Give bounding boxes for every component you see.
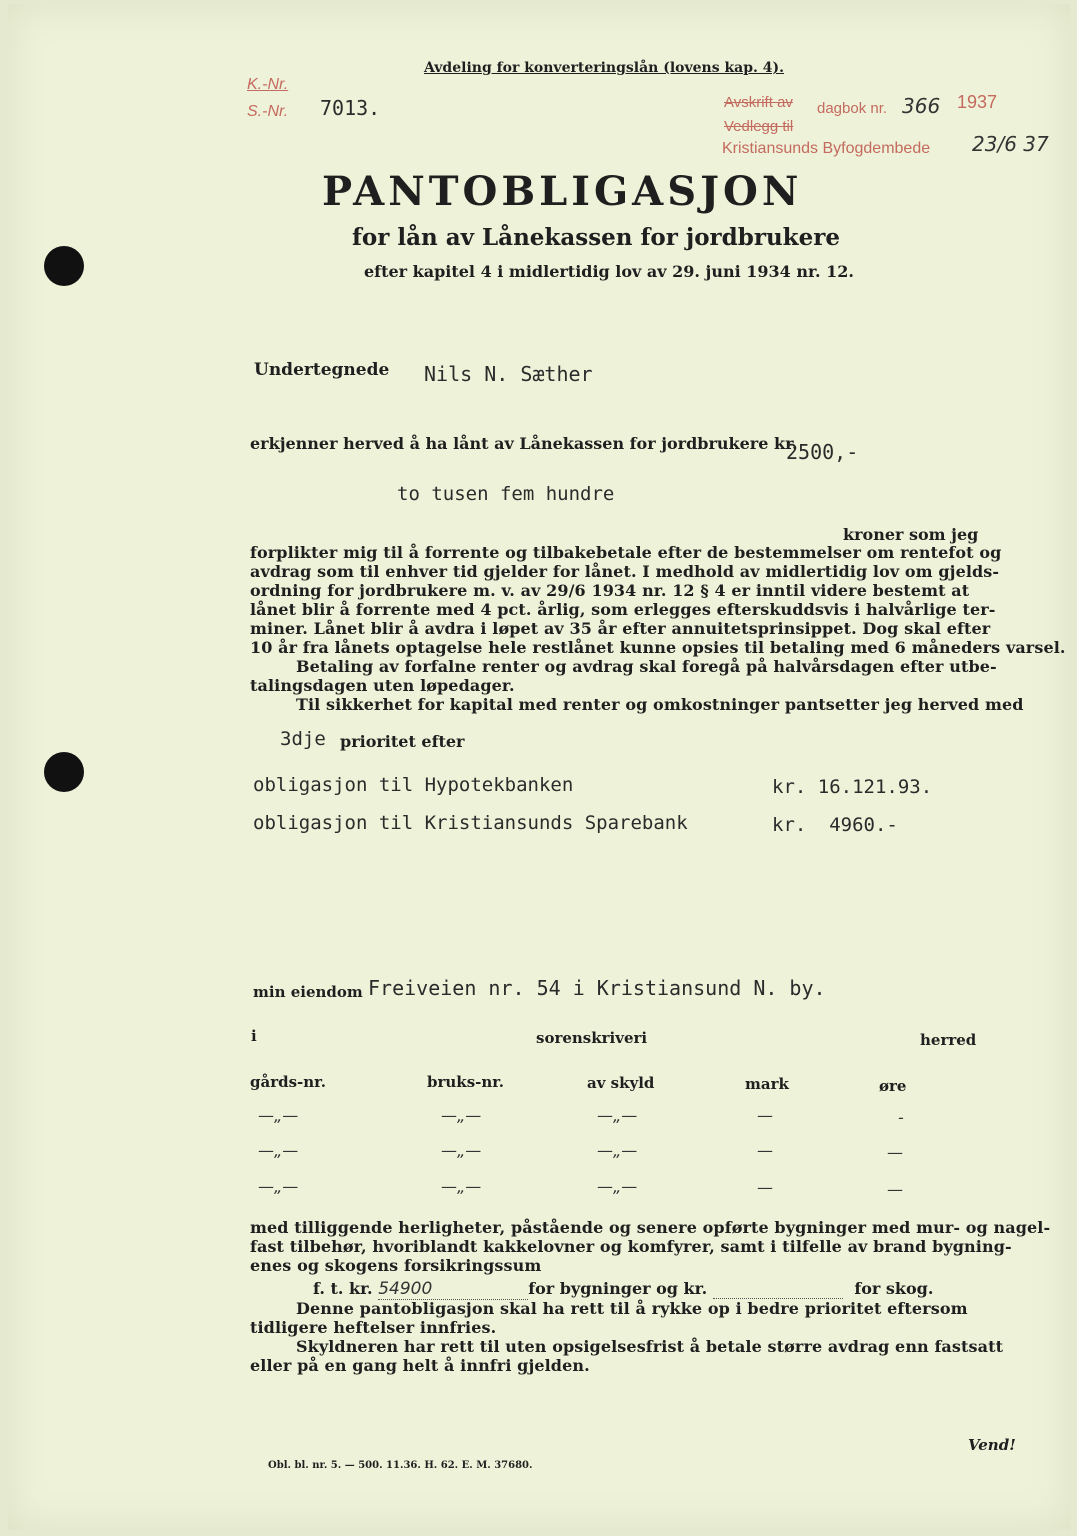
punch-hole-top [44,246,84,286]
terms-line: ordning for jordbrukere m. v. av 29/6 1934 nr. 12 § 4 er inntil videre bestemt at [250,581,970,600]
terms-line: miner. Lånet blir å avdra i løpet av 35 år efter annuitetsprinsippet. Dog skal efter [250,619,991,638]
appurtenances-line: fast tilbehør, hvoriblandt kakkelovner og komfyrer, samt i tilfelle av brand bygning- [250,1237,1012,1256]
sorenskriveri-label: sorenskriveri [536,1029,648,1047]
prior-obligation-1: obligasjon til Hypotekbanken [253,774,574,796]
insurance-for-forest: for skog. [854,1279,934,1298]
stamp-date: 23/6 37 [972,132,1049,156]
stamp-dagbok-number: 366 [902,94,941,118]
insurance-building-amount: 54900 [378,1279,528,1300]
table-cell: — [757,1106,773,1125]
loan-amount-words: to tusen fem hundre [397,483,615,505]
k-nr-label: K.-Nr. [247,76,289,93]
signatory-name: Nils N. Sæther [424,362,593,386]
appurtenances-paragraph [250,1218,1051,1275]
s-nr-label: S.-Nr. [247,103,289,120]
herred-label: herred [920,1031,977,1049]
table-cell: —„— [441,1177,482,1196]
signatory-label-text: Undertegnede [254,360,390,380]
insurance-for-buildings: for bygninger og kr. [528,1279,708,1298]
prior-obligation-2: obligasjon til Kristiansunds Sparebank [253,812,688,834]
security-line: Til sikkerhet for kapital med renter og omkostninger pantsetter jeg herved med [296,695,1024,714]
kroner-label: kroner som jeg [843,525,979,544]
turn-page-note: Vend! [968,1436,1016,1454]
insurance-ft-label: f. t. kr. [313,1279,373,1298]
repayment-clause-line: Skyldneren har rett til uten opsigelsesfrist å betale større avdrag enn fastsatt [296,1337,1004,1356]
loan-terms [250,543,1066,714]
stamp-vedlegg: Vedlegg til [724,118,794,135]
payment-line: talingsdagen uten løpedager. [250,676,515,695]
col-header-ore: øre [879,1077,907,1095]
signatory-label [254,360,389,380]
property-value: Freiveien nr. 54 i Kristiansund N. by. [368,976,826,1000]
stamp-year: 1937 [957,92,998,112]
terms-line: avdrag som til enhver tid gjelder for lånet. I medhold av midlertidig lov om gjelds- [250,562,1000,581]
document-legal-basis: efter kapitel 4 i midlertidig lov av 29. juni 1934 nr. 12. [364,262,854,281]
punch-hole-bottom [44,752,84,792]
table-cell: —„— [597,1106,638,1125]
table-cell: — [757,1178,773,1197]
loan-statement: erkjenner herved å ha lånt av Lånekassen for jordbrukere kr. [250,434,798,453]
property-i-label: i [251,1027,257,1045]
insurance-forest-amount [713,1279,843,1299]
property-label: min eiendom [253,983,363,1001]
terms-line: forplikter mig til å forrente og tilbakebetale efter de bestemmelser om rentefot og [250,543,1002,562]
table-cell: —„— [597,1177,638,1196]
priority-clause-line: Denne pantobligasjon skal ha rett til å rykke op i bedre prioritet eftersom [296,1299,968,1318]
table-cell: —„— [441,1141,482,1160]
table-cell: - [898,1108,904,1127]
table-cell: — [887,1143,903,1162]
appurtenances-line: enes og skogens forsikringssum [250,1256,542,1275]
appurtenances-line: med tilliggende herligheter, påstående og senere opførte bygninger med mur- og nagel- [250,1218,1051,1237]
table-cell: —„— [597,1141,638,1160]
document-subtitle: for lån av Lånekassen for jordbrukere [352,224,840,251]
document-title: PANTOBLIGASJON [322,168,803,215]
stamp-dagbok: dagbok nr. [817,100,888,117]
col-header-gards-nr: gårds-nr. [250,1073,326,1091]
insurance-line [313,1279,933,1300]
priority-label: prioritet efter [340,732,465,751]
table-cell: — [757,1141,773,1160]
table-cell: —„— [258,1177,299,1196]
form-reference: Obl. bl. nr. 5. — 500. 11.36. H. 62. E. M. 37680. [268,1460,533,1471]
s-nr-value: 7013. [320,96,381,120]
terms-line: 10 år fra lånets optagelse hele restlånet kunne opsies til betaling med 6 måneders varsel. [250,638,1066,657]
stamp-office: Kristiansunds Byfogdembede [722,140,931,157]
stamp-avskrift: Avskrift av [724,94,793,111]
payment-line: Betaling av forfalne renter og avdrag skal foregå på halvårsdagen efter utbe- [296,657,997,676]
col-header-mark: mark [745,1075,789,1093]
priority-clause-line: tidligere heftelser innfries. [250,1318,497,1337]
prior-obligation-1-amount: kr. 16.121.93. [772,776,933,798]
department-heading: Avdeling for konverteringslån (lovens kap. 4). [424,60,785,76]
prior-obligation-2-amount: kr. 4960.- [772,814,898,836]
table-cell: —„— [258,1141,299,1160]
loan-amount: 2500,- [786,440,859,464]
col-header-bruks-nr: bruks-nr. [427,1073,505,1091]
priority-value: 3dje [280,728,326,750]
terms-line: lånet blir å forrente med 4 pct. årlig, som erlegges efterskuddsvis i halvårlige ter- [250,600,996,619]
table-cell: —„— [441,1106,482,1125]
col-header-skyld: av skyld [587,1074,655,1092]
repayment-clause-line: eller på en gang helt å innfri gjelden. [250,1356,590,1375]
table-cell: — [887,1180,903,1199]
closing-clauses [250,1299,1004,1375]
table-cell: —„— [258,1106,299,1125]
